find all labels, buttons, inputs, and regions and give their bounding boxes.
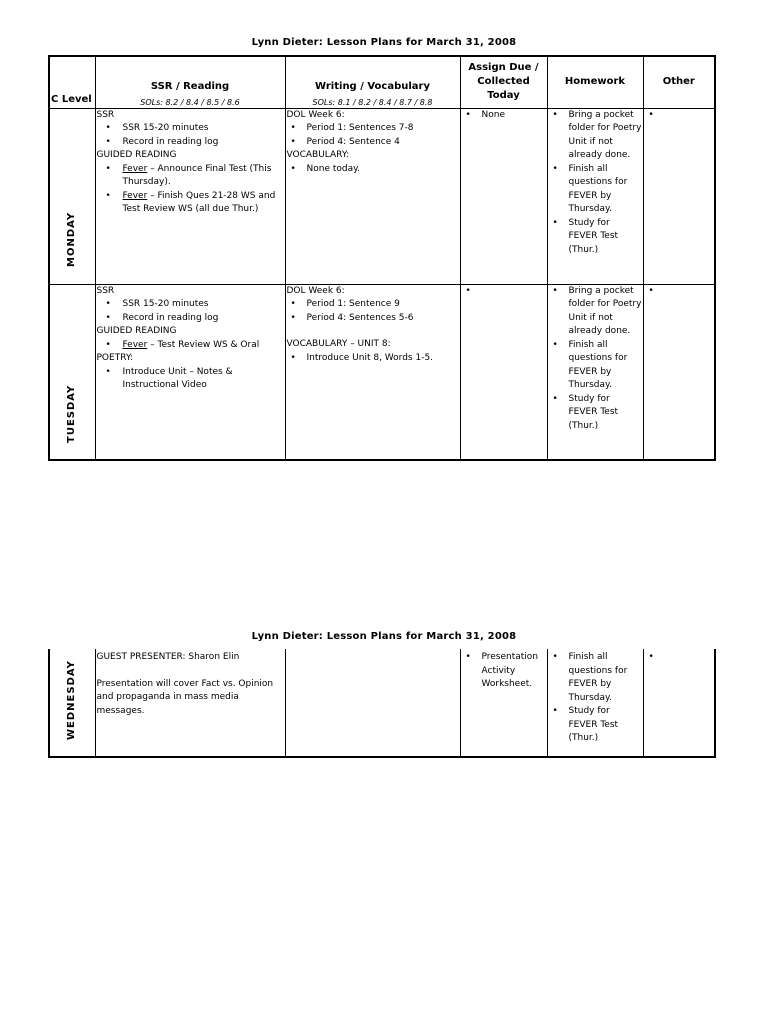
list-item: • Period 1: Sentences 7-8	[287, 122, 459, 136]
item-text: – Finish Ques 21-28 WS and Test Review WS (all due Thur.)	[122, 190, 276, 214]
homework-header: Homework	[547, 56, 643, 108]
vocabulary-heading: VOCABULARY – UNIT 8:	[286, 339, 391, 349]
presentation-text: Presentation will cover Fact vs. Opinion and propaganda in mass media messages.	[96, 678, 274, 716]
list-item: • Introduce Unit 8, Words 1-5.	[287, 352, 459, 366]
homework-cell-tuesday	[547, 284, 643, 460]
ssr-heading: SSR	[96, 285, 115, 296]
list-item: • Bring a pocket folder for Poetry Unit if not already done.	[549, 285, 642, 339]
poetry-heading: POETRY:	[96, 353, 134, 363]
book-title: Fever	[122, 190, 148, 201]
list-item: • Period 4: Sentence 4	[287, 136, 459, 150]
other-cell-tuesday	[643, 284, 715, 460]
day-label-tuesday: TUESDAY	[66, 384, 78, 443]
item-text: – Test Review WS & Oral	[147, 339, 260, 350]
dol-heading: DOL Week 6:	[286, 285, 345, 296]
day-cell-monday	[49, 108, 95, 284]
level-header: C Level	[49, 56, 95, 108]
vocabulary-heading: VOCABULARY:	[286, 150, 350, 160]
list-item: • Presentation Activity Worksheet.	[462, 651, 546, 692]
day-cell-tuesday	[49, 284, 95, 460]
list-item: • Period 1: Sentence 9	[287, 298, 459, 312]
header-row	[49, 56, 715, 108]
list-item	[97, 339, 284, 353]
assign-cell-tuesday	[460, 284, 547, 460]
document-title-continued: Lynn Dieter: Lesson Plans for March 31, 2008	[251, 631, 517, 642]
other-cell-monday	[643, 108, 715, 284]
reading-sols: SOLs: 8.2 / 8.4 / 8.5 / 8.6	[140, 97, 240, 107]
list-item: • Study for FEVER Test (Thur.)	[549, 705, 642, 746]
list-item: • Period 4: Sentences 5-6	[287, 312, 459, 326]
guided-reading-heading: GUIDED READING	[96, 150, 177, 160]
other-header: Other	[643, 56, 715, 108]
book-title: Fever	[122, 163, 148, 174]
day-row-monday	[49, 108, 715, 284]
guided-reading-heading: GUIDED READING	[96, 326, 177, 336]
list-item: • Record in reading log	[97, 312, 284, 326]
book-title: Fever	[122, 339, 148, 350]
list-item: • Study for FEVER Test (Thur.)	[549, 217, 642, 258]
list-item	[97, 163, 284, 190]
list-item: • None	[462, 109, 546, 123]
reading-cell-wednesday	[95, 649, 285, 757]
day-label-wednesday: WEDNESDAY	[66, 659, 78, 740]
other-cell-wednesday	[643, 649, 715, 757]
writing-cell-monday	[285, 108, 460, 284]
list-item: • Finish all questions for FEVER by Thursday.	[549, 339, 642, 393]
writing-sols: SOLs: 8.1 / 8.2 / 8.4 / 8.7 / 8.8	[312, 97, 433, 107]
list-item: • Finish all questions for FEVER by Thursday.	[549, 163, 642, 217]
writing-header-title: Writing / Vocabulary	[315, 80, 430, 92]
reading-header-title: SSR / Reading	[150, 80, 230, 92]
reading-cell-tuesday	[95, 284, 285, 460]
list-item: • Introduce Unit – Notes & Instructional Video	[97, 366, 284, 393]
assign-cell-wednesday	[460, 649, 547, 757]
day-row-tuesday	[49, 284, 715, 460]
reading-cell-monday	[95, 108, 285, 284]
list-item	[97, 190, 284, 217]
homework-cell-wednesday	[547, 649, 643, 757]
homework-cell-monday	[547, 108, 643, 284]
item-text: – Announce Final Test (This Thursday).	[122, 163, 272, 187]
guest-presenter: GUEST PRESENTER: Sharon Elin	[96, 652, 240, 662]
ssr-heading: SSR	[96, 109, 115, 120]
day-cell-wednesday	[49, 649, 95, 757]
document-title: Lynn Dieter: Lesson Plans for March 31, 2008	[251, 37, 517, 48]
list-item: • Bring a pocket folder for Poetry Unit if not already done.	[549, 109, 642, 163]
writing-header	[285, 56, 460, 108]
list-item: • Record in reading log	[97, 136, 284, 150]
assign-cell-monday	[460, 108, 547, 284]
assign-header: Assign Due / Collected Today	[460, 56, 547, 108]
reading-header	[95, 56, 285, 108]
list-item: • SSR 15-20 minutes	[97, 122, 284, 136]
day-row-wednesday	[49, 649, 715, 757]
day-label-monday: MONDAY	[66, 211, 78, 267]
writing-cell-wednesday	[285, 649, 460, 757]
list-item: • SSR 15-20 minutes	[97, 298, 284, 312]
lesson-plan-table-continued	[48, 649, 716, 758]
lesson-plan-table	[48, 55, 716, 461]
writing-cell-tuesday	[285, 284, 460, 460]
list-item: • Study for FEVER Test (Thur.)	[549, 393, 642, 434]
list-item: • None today.	[287, 163, 459, 177]
list-item: • Finish all questions for FEVER by Thursday.	[549, 651, 642, 705]
dol-heading: DOL Week 6:	[286, 109, 345, 120]
